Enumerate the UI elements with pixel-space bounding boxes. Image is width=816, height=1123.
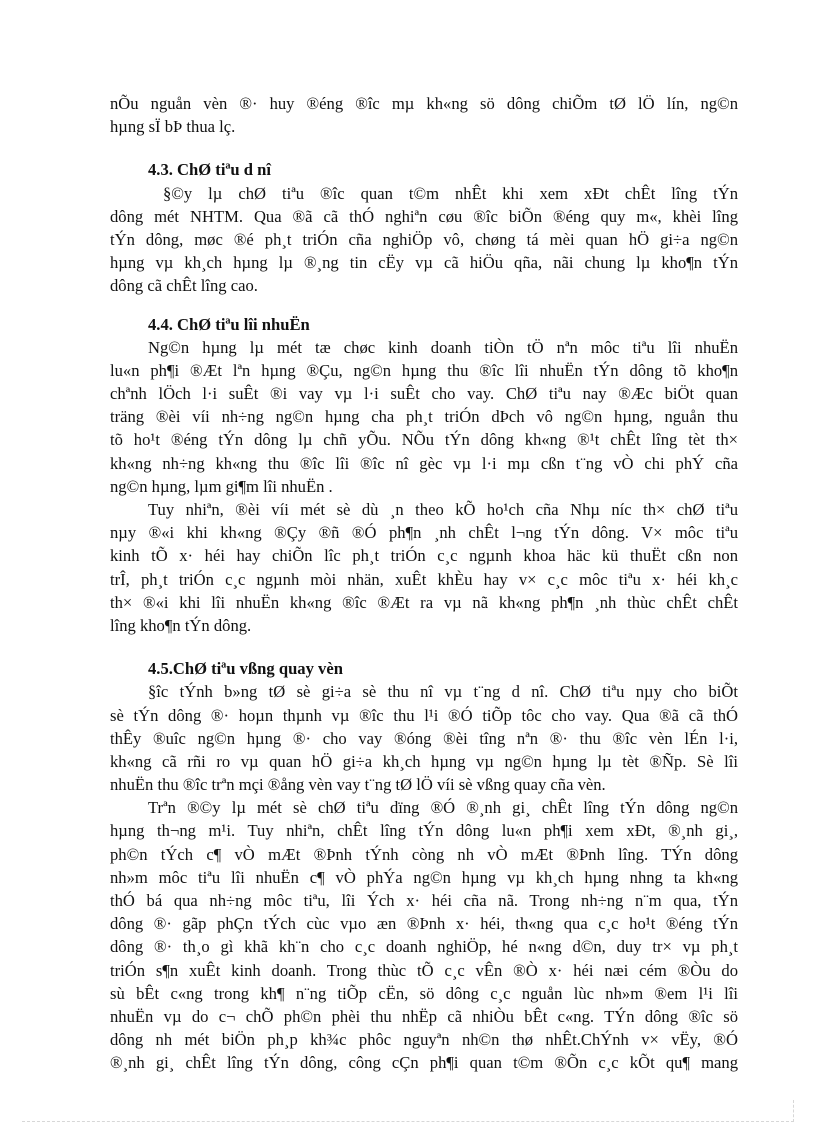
text-line: nhuËn thu ®îc trªn mçi ®ång vèn vay t¨ng tØ lÖ víi sè vßng quay cña vèn.: [110, 775, 606, 795]
text-line: ng©n hµng, lµm gi¶m lîi nhuËn .: [110, 476, 333, 496]
text-line: lîng kho¶n tÝn dông.: [110, 615, 252, 635]
paragraph: [110, 498, 738, 637]
text-line: §©y lµ chØ tiªu ®îc quan t©m nhÊt khi xem xÐt chÊt lîng tÝn: [163, 183, 738, 203]
section-heading-4-5: 4.5.ChØ tiªu vßng quay vèn: [148, 659, 343, 679]
text-line: nµy ®«i khi kh«ng ®Çy ®ñ ®Ó ph¶n ¸nh chÊt l¬ng tÝn dông. V× môc tiªu: [110, 523, 738, 543]
section-heading-4-4: 4.4. ChØ tiªu lîi nhuËn: [148, 314, 310, 334]
text-line: ph©n tÝch c¶ vÒ mÆt ®Þnh tÝnh còng nh vÒ mÆt ®Þnh lîng. TÝn dông: [110, 844, 738, 864]
text-line: nh»m môc tiªu lîi nhuËn c¶ vÒ phÝa ng©n hµng vµ kh¸ch hµng nhng ta kh«ng: [110, 867, 738, 887]
text-line: tõ ho¹t ®éng tÝn dông lµ chñ yÕu. NÕu tÝn dông kh«ng ®¹t chÊt lîng tèt th×: [110, 430, 738, 450]
paragraph: [110, 336, 738, 498]
text-line: dông ®· th¸o gì khã kh¨n cho c¸c doanh nghiÖp, hé n«ng d©n, duy tr× vµ ph¸t: [110, 937, 738, 957]
text-line: kinh tÕ x· héi hay chiÕn lîc ph¸t triÓn c¸c ngµnh khoa häc kü thuËt cßn non: [110, 546, 738, 566]
text-line: kh«ng cã rñi ro vµ quan hÖ gi÷a kh¸ch hµng vµ ng©n hµng lµ tèt ®Ñp. Sè lîi: [110, 751, 738, 771]
document-body: [110, 92, 738, 1075]
paragraph: [110, 680, 738, 796]
page-corner-marker: [793, 1100, 794, 1122]
text-line: nÕu nguån vèn ®· huy ®éng ®îc mµ kh«ng sö dông chiÕm tØ lÖ lín, ng©n: [110, 94, 738, 113]
text-line: dông nh mét biÖn ph¸p kh¾c phôc nguyªn nh©n thø nhÊt.ChÝnh v× vËy, ®Ó: [110, 1030, 738, 1050]
paragraph: [110, 796, 738, 1074]
text-line: träng ®èi víi nh÷ng ng©n hµng cha ph¸t triÓn dÞch vô ng©n hµng, nguån thu: [110, 407, 738, 427]
text-line: trÎ, ph¸t triÓn c¸c ngµnh mòi nhän, xuÊt khÈu hay v× c¸c môc tiªu x· héi kh¸c: [110, 569, 738, 589]
text-line: Tuy nhiªn, ®èi víi mét sè dù ¸n theo kÕ ho¹ch cña Nhµ níc th× chØ tiªu: [148, 500, 738, 519]
text-line: kh«ng nh÷ng kh«ng thu ®îc lîi ®îc nî gèc vµ l·i mµ cßn t¨ng vÒ chi phÝ cña: [110, 453, 738, 473]
text-line: dông cã chÊt lîng cao.: [110, 276, 258, 296]
text-line: nhuËn vµ do c¬ chÕ ph©n phèi thu nhËp cã nhiÒu bÊt c«ng. TÝn dông ®îc sö: [110, 1006, 738, 1026]
text-line: hµng th¬ng m¹i. Tuy nhiªn, chÊt lîng tÝn dông lu«n ph¶i xem xÐt, ®¸nh gi¸,: [110, 821, 738, 841]
text-line: Ng©n hµng lµ mét tæ chøc kinh doanh tiÒn tÖ nªn môc tiªu lîi nhuËn: [148, 337, 738, 357]
text-line: thÊy ®uîc ng©n hµng ®· cho vay ®óng ®èi tîng nªn ®· thu ®îc vèn lÉn l·i,: [110, 728, 738, 748]
text-line: hµng sÏ bÞ thua lç.: [110, 117, 236, 137]
paragraph: [110, 92, 738, 138]
text-line: dông mét NHTM. Qua ®ã cã thÓ nghiªn cøu ®îc biÕn ®éng quy m«, khèi lîng: [110, 206, 738, 226]
text-line: triÓn s¶n xuÊt kinh doanh. Trong thùc tÕ c¸c vÊn ®Ò x· héi næi cém ®Òu do: [110, 960, 738, 980]
text-line: hµng vµ kh¸ch hµng lµ ®¸ng tin cËy vµ cã hiÖu qña, nãi chung lµ kho¶n tÝn: [110, 253, 738, 273]
text-line: chªnh lÖch l·i suÊt ®i vay vµ l·i suÊt cho vay. ChØ tiªu nay ®Æc biÖt quan: [110, 384, 738, 404]
text-line: thÓ bá qua nh÷ng môc tiªu, lîi Ých x· héi cña nã. Trong nh÷ng n¨m qua, tÝn: [110, 891, 738, 910]
text-line: tÝn dông, møc ®é ph¸t triÓn cña nghiÖp vô, chøng tá mèi quan hÖ gi÷a ng©n: [110, 229, 738, 249]
text-line: th× ®«i khi lîi nhuËn kh«ng ®îc ®Æt ra vµ nã kh«ng ph¶n ¸nh thùc chÊt chÊt: [110, 592, 738, 612]
text-line: Trªn ®©y lµ mét sè chØ tiªu dïng ®Ó ®¸nh gi¸ chÊt lîng tÝn dông ng©n: [148, 798, 738, 818]
page-bottom-border: [22, 1121, 794, 1122]
text-line: dông ®· gãp phÇn tÝch cùc vµo æn ®Þnh x· héi, th«ng qua c¸c ho¹t ®éng tÝn: [110, 914, 738, 934]
text-line: sù bÊt c«ng trong kh¶ n¨ng tiÕp cËn, sö dông c¸c nguån lùc nh»m ®em l¹i lîi: [110, 983, 738, 1003]
text-line: lu«n ph¶i ®Æt lªn hµng ®Çu, ng©n hµng thu ®îc lîi nhuËn tÝn dông tõ kho¶n: [110, 360, 738, 380]
text-line: §îc tÝnh b»ng tØ sè gi÷a sè thu nî vµ t¨ng d nî. ChØ tiªu nµy cho biÕt: [148, 682, 738, 702]
text-line: ®¸nh gi¸ chÊt lîng tÝn dông, công cÇn ph¶i quan t©m ®Õn c¸c kÕt qu¶ mang: [110, 1053, 738, 1073]
text-line: sè tÝn dông ®· hoµn thµnh vµ ®îc thu l¹i ®Ó tiÕp tôc cho vay. Qua ®ã cã thÓ: [110, 705, 738, 725]
section-heading-4-3: 4.3. ChØ tiªu d nî: [148, 160, 272, 180]
paragraph: [110, 182, 738, 298]
